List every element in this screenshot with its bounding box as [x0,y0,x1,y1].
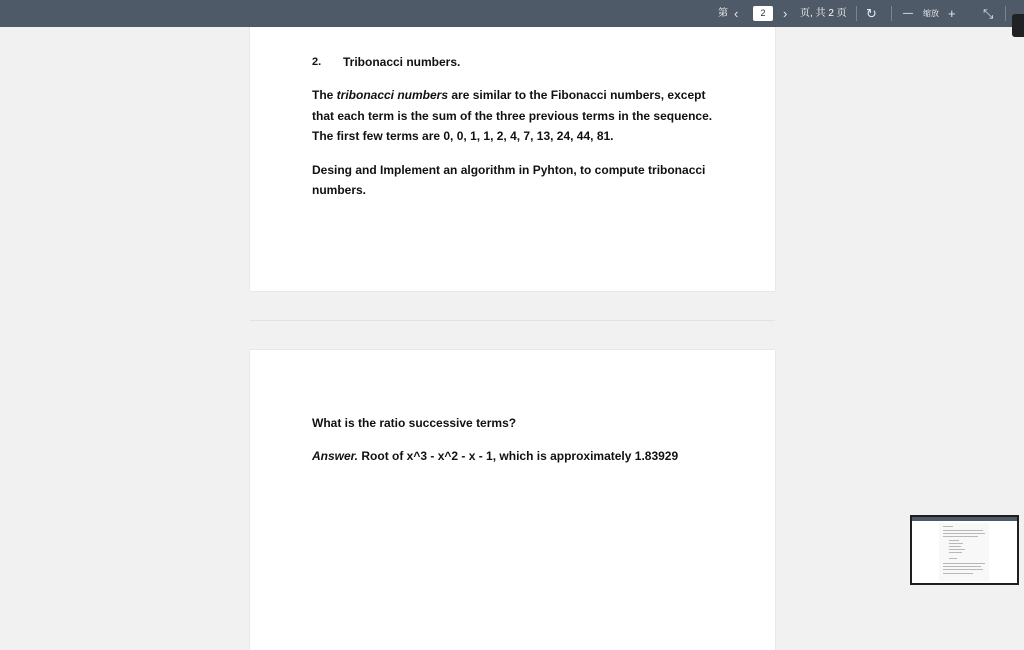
paragraph-line [312,85,705,106]
paragraph-line: numbers. [312,183,367,197]
thumbnail-page [939,523,989,581]
zoom-label[interactable]: 缩放 [923,9,939,18]
thumbnail-line [949,540,959,541]
thumbnail-line [949,552,962,553]
prev-page-icon[interactable]: ‹ [734,6,739,21]
thumbnail-line [943,563,985,564]
toolbar-divider [856,6,857,21]
emphasized-term: tribonacci numbers [336,88,449,102]
page-count-label: 页, 共 2 页 [800,8,847,19]
thumbnail-line [943,566,981,567]
collapse-icon[interactable]: ⤡ [983,6,994,21]
paragraph-line: Desing and Implement an algorithm in Pyhton, to compute tribonacci [312,163,706,177]
answer-text: Root of x^3 - x^2 - x - 1, which is approximately 1.83929 [358,449,679,463]
toolbar-divider [891,6,892,21]
zoom-in-icon[interactable]: + [948,6,956,21]
thumbnail-line [943,526,953,527]
text-run: are similar to the Fibonacci numbers, except [448,88,706,102]
paragraph-line: that each term is the sum of the three previous terms in the sequence. [312,109,713,123]
thumbnail-line [943,536,978,537]
thumbnail-line [943,573,973,574]
next-page-icon[interactable]: › [783,6,788,21]
thumbnail-line [949,549,965,550]
page-number-input[interactable]: 2 [753,6,773,21]
thumbnail-line [949,558,957,559]
answer-line [312,446,678,467]
thumbnail-line [943,530,983,531]
text-run: The [312,88,337,102]
page-separator [250,320,775,321]
document-page-1 [250,27,775,291]
question-number: 2. [312,56,322,68]
pdf-toolbar [0,0,1024,27]
thumbnail-toolbar [912,517,1017,521]
thumbnail-line [949,543,963,544]
page-thumbnail-preview[interactable] [910,515,1019,585]
paragraph-line: The first few terms are 0, 0, 1, 1, 2, 4, 7, 13, 24, 44, 81. [312,129,614,143]
question-title: Tribonacci numbers. [343,55,461,69]
question-text: What is the ratio successive terms? [312,416,517,430]
document-page-2 [250,350,775,650]
side-panel-handle[interactable] [1012,14,1024,37]
zoom-out-icon[interactable]: — [903,8,913,19]
rotate-icon[interactable]: ↻ [866,6,877,21]
answer-label: Answer. [312,449,359,463]
thumbnail-line [943,569,983,570]
page-prefix-label: 第 [718,8,728,19]
thumbnail-line [943,533,985,534]
toolbar-divider [1005,6,1006,21]
thumbnail-line [949,546,961,547]
